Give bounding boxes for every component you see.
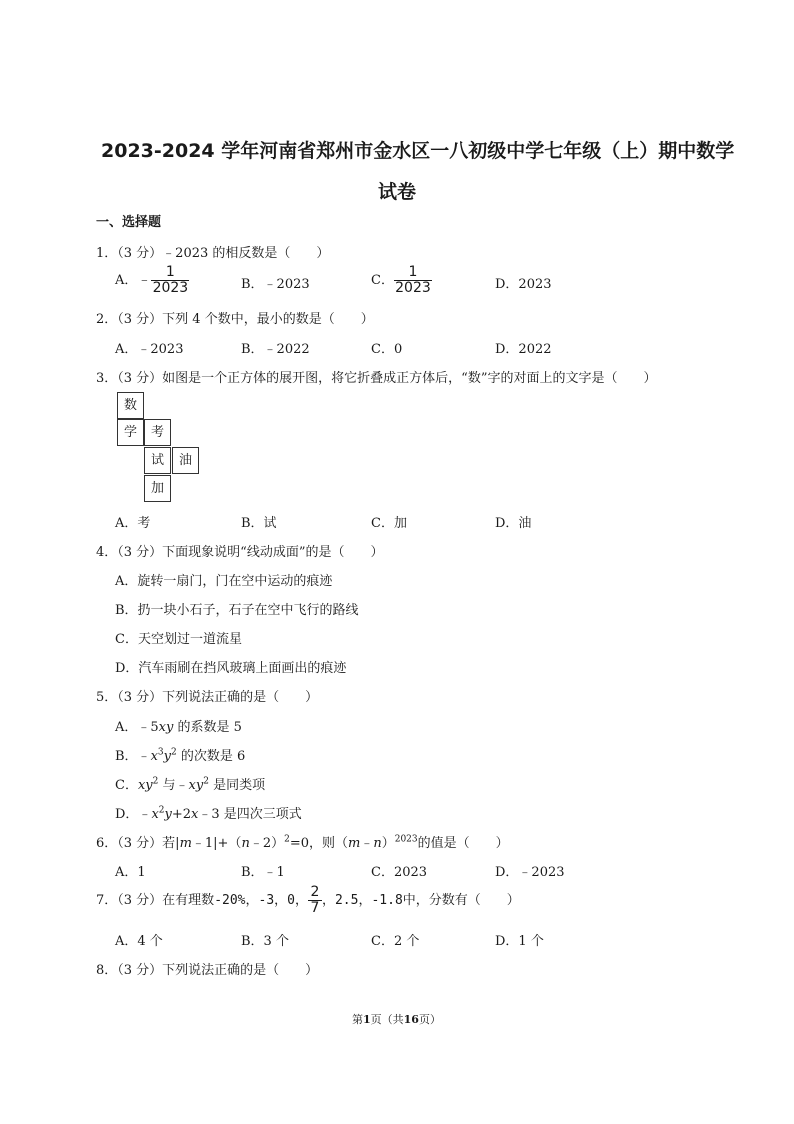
option-text: ﹣3 是四次三项式	[198, 807, 302, 822]
question-7-option-b: B．3 个	[241, 934, 289, 949]
question-3-option-b: B．试	[241, 516, 277, 531]
question-2-option-b: B．﹣2022	[241, 342, 310, 357]
option-text: 是同类项	[208, 778, 266, 793]
exponent: 2	[284, 834, 290, 845]
numerator: 2	[310, 884, 320, 900]
minus-sign: ﹣	[137, 272, 152, 288]
question-2-option-c: C．0	[371, 342, 403, 357]
stem-text: =0，则（	[289, 836, 348, 851]
option-text: B．﹣	[115, 749, 151, 764]
math-variable: n	[373, 836, 382, 851]
fraction	[151, 265, 189, 296]
question-2-option-d: D．2022	[495, 342, 552, 357]
denominator: 7	[310, 900, 320, 916]
question-5-option-c	[115, 774, 265, 793]
question-5-option-a	[115, 716, 242, 735]
math-variable: xy	[188, 778, 204, 793]
option-text: 的次数是 6	[176, 749, 246, 764]
stem-text: ﹣	[360, 836, 374, 851]
question-3-stem: 3．（3 分）如图是一个正方体的展开图，将它折叠成正方体后，“数”字的对面上的文字是（ ）	[96, 371, 657, 386]
option-text: +2	[171, 807, 192, 822]
stem-text: ）	[381, 836, 395, 851]
footer-text: 第	[352, 1013, 363, 1026]
stem-text: 7．（3 分）在有理数	[96, 893, 215, 908]
question-6-option-c: C．2023	[371, 865, 428, 880]
question-3-option-d: D．油	[495, 516, 532, 531]
question-3-option-a: A．考	[115, 516, 151, 531]
question-1-option-c	[371, 265, 432, 296]
math-variable: m	[179, 836, 192, 851]
exponent: 3	[157, 747, 164, 758]
question-7-option-c: C．2 个	[371, 934, 420, 949]
net-cell-shi: 试	[144, 447, 171, 474]
net-cell-you: 油	[172, 447, 199, 474]
math-variable: m	[348, 836, 361, 851]
exponent: 2	[171, 747, 177, 758]
page-title-line1: 2023-2024 学年河南省郑州市金水区一八初级中学七年级（上）期中数学	[101, 140, 735, 162]
question-7-option-d: D．1 个	[495, 934, 544, 949]
stem-text: 的值是（ ）	[417, 836, 509, 851]
option-text: 与﹣	[158, 778, 189, 793]
question-5-stem: 5．（3 分）下列说法正确的是（ ）	[96, 690, 319, 705]
denominator: 2023	[152, 280, 189, 296]
question-4-stem: 4．（3 分）下面现象说明“线动成面”的是（ ）	[96, 545, 384, 560]
exponent: 2	[152, 776, 159, 787]
option-text: A．﹣5	[115, 720, 159, 735]
exponent: 2	[203, 776, 209, 787]
question-6-option-b: B．﹣1	[241, 865, 285, 880]
page-footer	[352, 1011, 441, 1027]
stem-text: ﹣2）	[249, 836, 285, 851]
math-variable: x	[151, 807, 159, 822]
question-7-option-a: A．4 个	[115, 934, 163, 949]
question-5-option-d	[115, 803, 302, 822]
option-a-label: A．	[115, 273, 138, 288]
net-cell-kao: 考	[144, 419, 171, 446]
question-4-option-b: B．扔一块小石子，石子在空中飞行的路线	[115, 603, 359, 618]
question-4-option-d: D．汽车雨刷在挡风玻璃上面画出的痕迹	[115, 661, 347, 676]
page-number: 1	[363, 1013, 371, 1026]
numerator: 1	[408, 264, 418, 280]
question-4-option-c: C．天空划过一道流星	[115, 632, 242, 647]
question-2-stem: 2．（3 分）下列 4 个数中，最小的数是（ ）	[96, 312, 374, 327]
math-variable: xy	[137, 778, 153, 793]
question-4-option-a: A．旋转一扇门，门在空中运动的痕迹	[115, 574, 333, 589]
option-text: D．﹣	[115, 807, 152, 822]
question-6-option-d: D．﹣2023	[495, 865, 565, 880]
option-text: 的系数是 5	[173, 720, 242, 735]
denominator: 2023	[395, 280, 431, 296]
math-variable: x	[150, 749, 158, 764]
question-1-option-a	[115, 265, 189, 296]
math-variable: y	[163, 749, 171, 764]
fraction	[308, 885, 322, 916]
footer-text: 页（共	[370, 1013, 404, 1026]
net-cell-xue: 学	[117, 419, 144, 446]
exponent: 2023	[394, 834, 418, 845]
page-total: 16	[403, 1013, 419, 1026]
math-variable: y	[164, 807, 172, 822]
math-variable: xy	[158, 720, 174, 735]
number-list: -20%，-3，0，	[214, 893, 308, 908]
stem-text: ﹣1|+（	[191, 836, 242, 851]
question-2-option-a: A．﹣2023	[115, 342, 184, 357]
math-variable: x	[191, 807, 199, 822]
number-list: ，2.5，-1.8	[321, 893, 403, 908]
question-1-option-b: B．﹣2023	[241, 277, 310, 292]
question-1-option-d: D．2023	[495, 277, 552, 292]
stem-text: 中，分数有（ ）	[402, 893, 520, 908]
numerator: 1	[165, 264, 175, 280]
question-1-stem: 1．（3 分）﹣2023 的相反数是（ ）	[96, 246, 330, 261]
exponent: 2	[158, 805, 165, 816]
question-6-option-a: A．1	[115, 865, 146, 880]
stem-text: 6．（3 分）若|	[96, 836, 180, 851]
math-variable: n	[241, 836, 250, 851]
question-3-option-c: C．加	[371, 516, 407, 531]
section-heading: 一、选择题	[96, 215, 162, 230]
footer-text: 页）	[418, 1013, 441, 1026]
option-text: C．	[115, 778, 138, 793]
net-cell-shu: 数	[117, 392, 144, 419]
question-7-stem	[96, 885, 520, 916]
question-6-stem	[96, 832, 509, 851]
question-8-stem: 8．（3 分）下列说法正确的是（ ）	[96, 963, 319, 978]
net-cell-jia: 加	[144, 475, 171, 502]
page-title-line2: 试卷	[378, 181, 417, 203]
question-5-option-b	[115, 745, 245, 764]
option-c-label: C．	[371, 273, 394, 288]
fraction	[394, 265, 432, 296]
